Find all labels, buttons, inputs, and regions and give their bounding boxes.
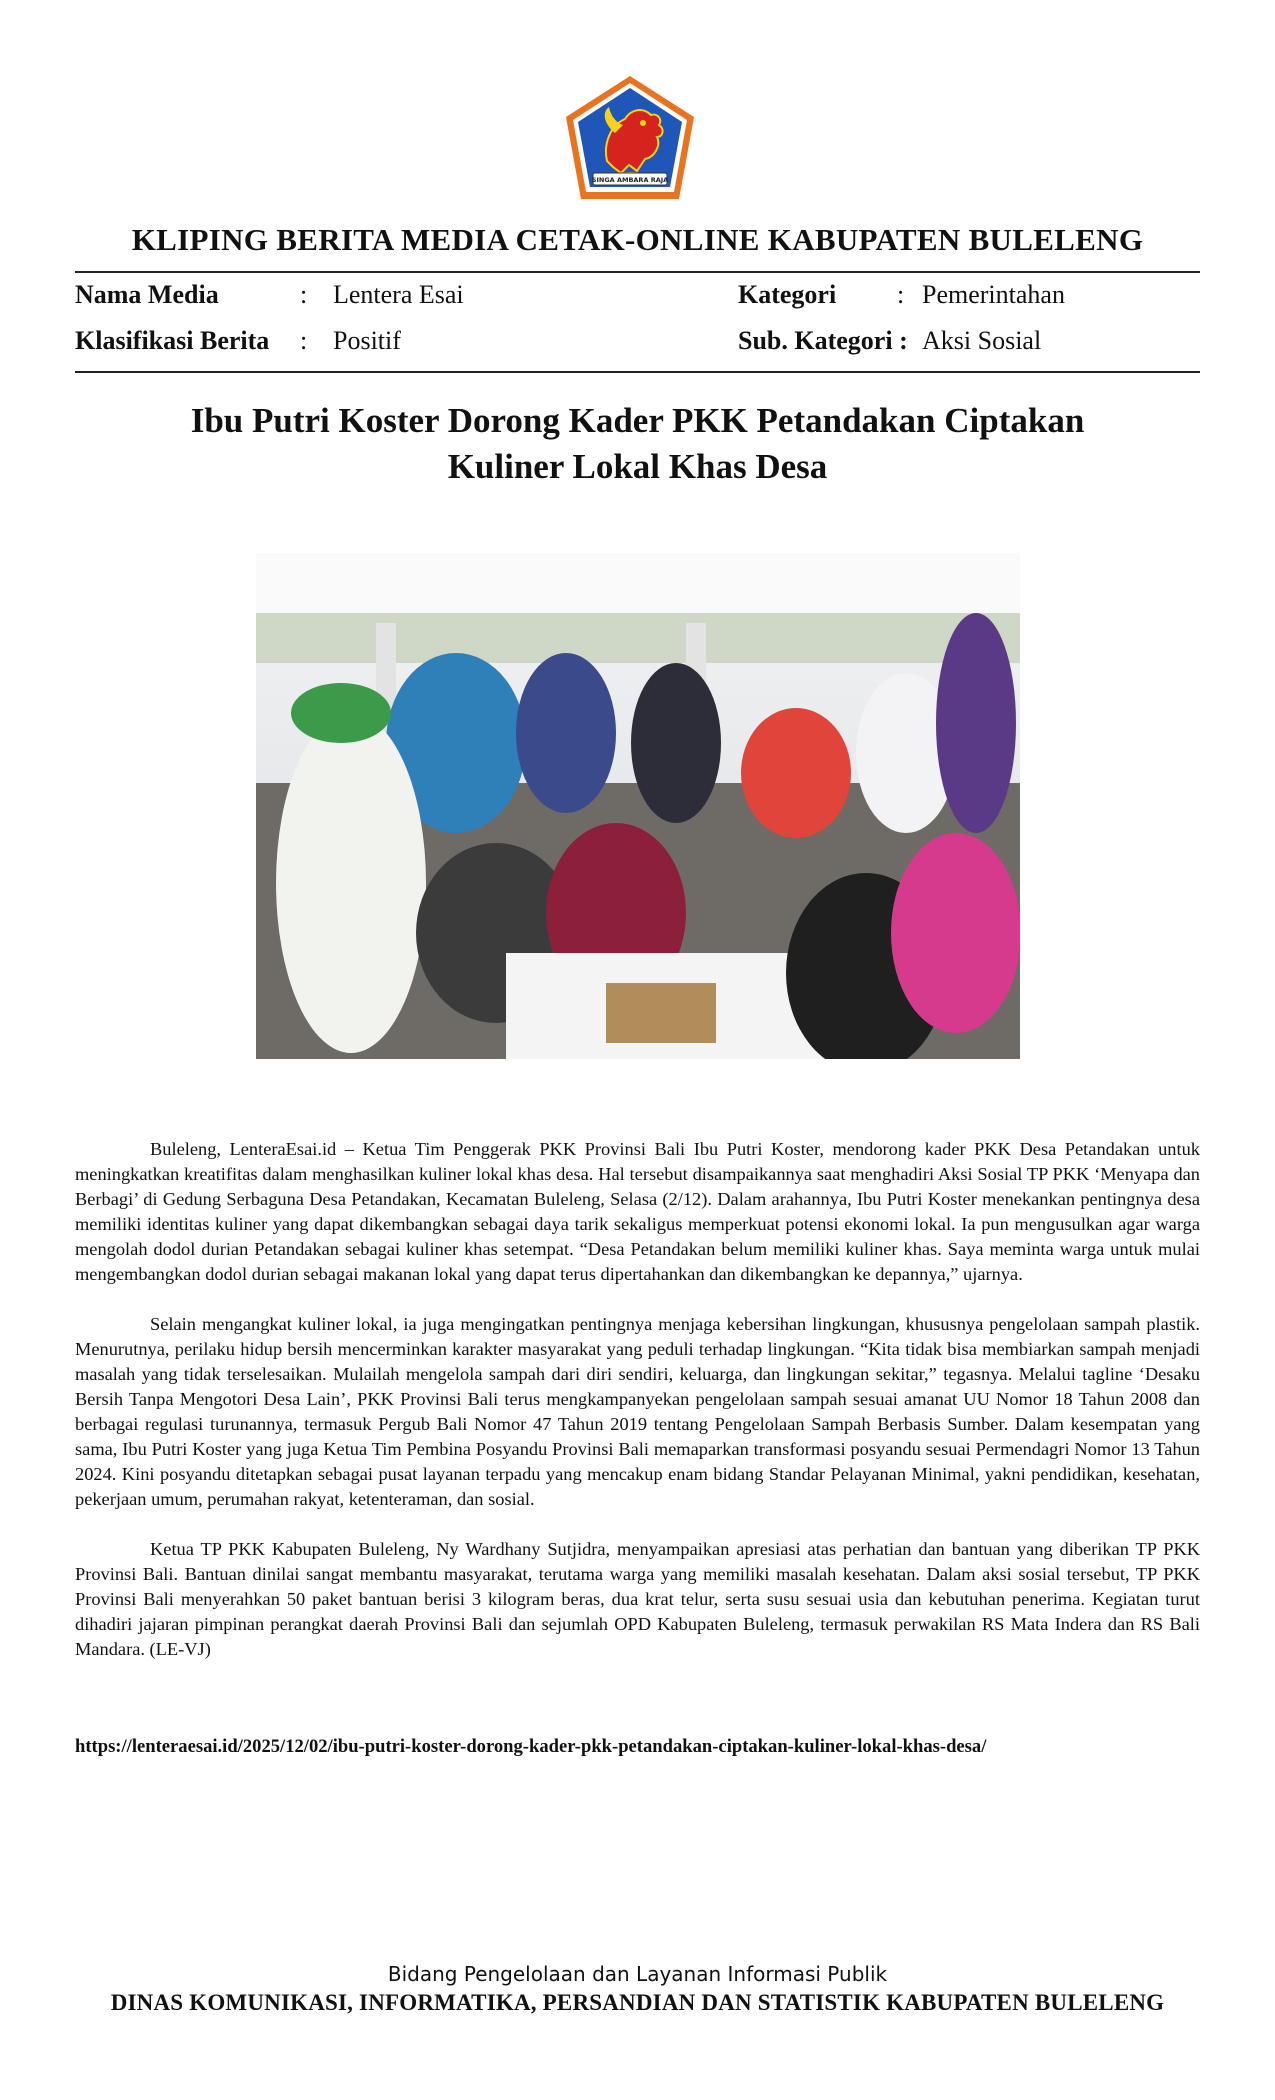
clipping-header-title: KLIPING BERITA MEDIA CETAK-ONLINE KABUPATEN BULELENG <box>131 222 1144 257</box>
footer-agency: DINAS KOMUNIKASI, INFORMATIKA, PERSANDIAN DAN STATISTIK KABUPATEN BULELENG <box>110 1990 1165 2015</box>
category-value: Pemerintahan <box>922 280 1065 309</box>
headline-line-1: Ibu Putri Koster Dorong Kader PKK Petandakan Ciptakan <box>190 401 1085 440</box>
subcategory-label: Sub. Kategori : <box>738 326 908 355</box>
headline-line-2: Kuliner Lokal Khas Desa <box>447 447 828 486</box>
buleleng-regency-emblem <box>563 73 698 203</box>
article-paragraph-3: Ketua TP PKK Kabupaten Buleleng, Ny Wardhany Sutjidra, menyampaikan apresiasi atas perhatian dan bantuan yang diberikan TP PKK Provinsi Bali. Bantuan dinilai sangat membantu masyarakat, terutama warga yang memiliki masalah kesehatan. Dalam aksi sosial tersebut, TP PKK Provinsi Bali menyerahkan 50 paket bantuan berisi 3 kilogram beras, dua krat telur, serta susu sesuai usia dan kebutuhan penerima. Kegiatan turut dihadiri jajaran pimpinan perangkat daerah Provinsi Bali dan sejumlah OPD Kabupaten Buleleng, termasuk perwakilan RS Mata Indera dan RS Bali Mandara. (LE-VJ) <box>75 1539 1200 1659</box>
classification-colon: : <box>300 326 308 355</box>
logo-motto: SINGA AMBARA RAJA <box>591 176 669 184</box>
category-label: Kategori <box>738 280 837 309</box>
classification-value: Positif <box>333 326 401 355</box>
article-paragraph-2: Selain mengangkat kuliner lokal, ia juga mengingatkan pentingnya menjaga kebersihan lingkungan, khususnya pengelolaan sampah plastik. Menurutnya, perilaku hidup bersih mencerminkan karakter masyarakat yang peduli terhadap lingkungan. “Kita tidak bisa membiarkan sampah menjadi masalah yang tidak terselesaikan. Mulailah mengelola sampah dari diri sendiri, keluarga, dan lingkungan sekitar,” tegasnya. Melalui tagline ‘Desaku Bersih Tanpa Mengotori Desa Lain’, PKK Provinsi Bali terus mengkampanyekan pengelolaan sampah sesuai amanat UU Nomor 18 Tahun 2008 dan berbagai regulasi turunannya, termasuk Pergub Bali Nomor 47 Tahun 2019 tentang Pengelolaan Sampah Berbasis Sumber. Dalam kesempatan yang sama, Ibu Putri Koster yang juga Ketua Tim Pembina Posyandu Provinsi Bali memaparkan transformasi posyandu sesuai Permendagri Nomor 13 Tahun 2024. Kini posyandu ditetapkan sebagai pusat layanan terpadu yang mencakup enam bidang Standar Pelayanan Minimal, yakni pendidikan, kesehatan, pekerjaan umum, perumahan rakyat, ketenteraman, dan sosial. <box>75 1314 1200 1509</box>
top-divider <box>75 271 1200 273</box>
article-paragraph-1: Buleleng, LenteraEsai.id – Ketua Tim Penggerak PKK Provinsi Bali Ibu Putri Koster, mendorong kader PKK Desa Petandakan untuk meningkatkan kreatifitas dalam menghasilkan kuliner lokal khas desa. Hal tersebut disampaikannya saat menghadiri Aksi Sosial TP PKK ‘Menyapa dan Berbagi’ di Gedung Serbaguna Desa Petandakan, Kecamatan Buleleng, Selasa (2/12). Dalam arahannya, Ibu Putri Koster menekankan pentingnya desa memiliki identitas kuliner yang dapat dikembangkan sebagai daya tarik sekaligus memperkuat potensi ekonomi lokal. Ia pun mengusulkan agar warga mengolah dodol durian Petandakan sebagai kuliner khas setempat. “Desa Petandakan belum memiliki kuliner khas. Saya meminta warga untuk mulai mengembangkan dodol durian sebagai makanan lokal yang dapat terus dipertahankan dan dikembangkan ke depannya,” ujarnya. <box>75 1139 1200 1284</box>
media-name-colon: : <box>300 280 308 309</box>
media-name-value: Lentera Esai <box>333 280 464 309</box>
article-headline <box>100 398 1175 490</box>
source-link[interactable]: https://lenteraesai.id/2025/12/02/ibu-putri-koster-dorong-kader-pkk-petandakan-ciptakan-kuliner-lokal-khas-desa/ <box>75 1736 987 1757</box>
classification-label: Klasifikasi Berita <box>75 326 270 355</box>
subcategory-value: Aksi Sosial <box>922 326 1042 355</box>
footer-department: Bidang Pengelolaan dan Layanan Informasi Publik <box>387 1962 888 1986</box>
article-photo <box>256 553 1020 1059</box>
category-colon: : <box>897 280 905 309</box>
article-body <box>75 1137 1200 1687</box>
bottom-divider <box>75 371 1200 373</box>
media-name-label: Nama Media <box>75 280 219 309</box>
